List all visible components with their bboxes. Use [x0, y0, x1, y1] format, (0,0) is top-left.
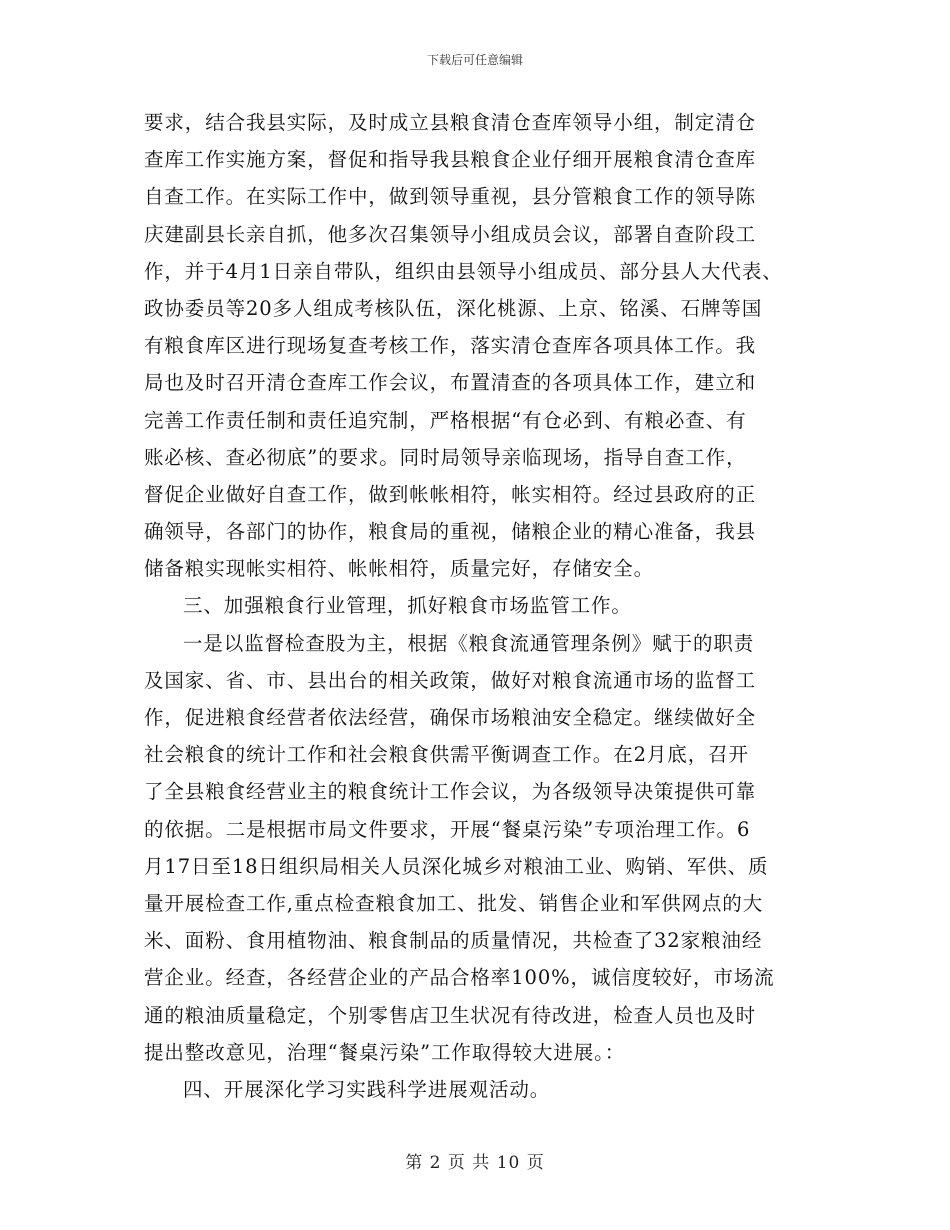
- page-header: 下载后可任意编辑: [426, 53, 523, 67]
- text-line: 米、面粉、食用植物油、粮食制品的质量情况，共检查了32家粮油经: [144, 929, 763, 953]
- text-line: 政协委员等20多人组成考核队伍，深化桃源、上京、铭溪、石牌等国: [144, 296, 763, 320]
- text-line: 月17日至18日组织局相关人员深化城乡对粮油工业、购销、军供、质: [144, 854, 769, 878]
- text-line: 的依据。二是根据市局文件要求，开展“餐桌污染”专项治理工作。6: [144, 817, 751, 841]
- text-line: 庆建副县长亲自抓，他多次召集领导小组成员会议，部署自查阶段工: [144, 222, 757, 246]
- section-heading: 三、加强粮食行业管理，抓好粮食市场监管工作。: [183, 594, 632, 618]
- text-line: 通的粮油质量稳定，个别零售店卫生状况有待改进，检查人员也及时: [144, 1003, 757, 1027]
- text-line: 作，促进粮食经营者依法经营，确保市场粮油安全稳定。继续做好全: [144, 706, 757, 729]
- text-line: 完善工作责任制和责任追究制，严格根据“有仓必到、有粮必查、有: [144, 408, 747, 432]
- text-line: 储备粮实现帐实相符、帐帐相符，质量完好，存储安全。: [144, 557, 655, 581]
- text-line: 作，并于4月1日亲自带队，组织由县领导小组成员、部分县人大代表、: [144, 259, 783, 283]
- text-line: 自查工作。在实际工作中，做到领导重视，县分管粮食工作的领导陈: [144, 185, 757, 209]
- document-body: [144, 104, 824, 1108]
- text-line: 了全县粮食经营业主的粮食统计工作会议，为各级领导决策提供可靠: [144, 780, 757, 804]
- text-line: 量开展检查工作,重点检查粮食加工、批发、销售企业和军供网点的大: [144, 891, 764, 915]
- text-line: 社会粮食的统计工作和社会粮食供需平衡调查工作。在2月底，召开: [144, 743, 749, 767]
- text-line: 账必核、查必彻底”的要求。同时局领导亲临现场，指导自查工作，: [144, 445, 747, 469]
- text-line: 局也及时召开清仓查库工作会议，布置清查的各项具体工作，建立和: [144, 371, 757, 395]
- text-line: 有粮食库区进行现场复查考核工作，落实清仓查库各项具体工作。我: [144, 334, 757, 358]
- text-line: 确领导，各部门的协作，粮食局的重视，储粮企业的精心准备，我县: [144, 520, 757, 544]
- text-line: 营企业。经查，各经营企业的产品合格率100%，诚信度较好，市场流: [144, 966, 775, 990]
- text-line: 督促企业做好自查工作，做到帐帐相符，帐实相符。经过县政府的正: [144, 482, 757, 506]
- section-heading: 四、开展深化学习实践科学进展观活动。: [183, 1077, 551, 1101]
- text-line: 查库工作实施方案，督促和指导我县粮食企业仔细开展粮食清仓查库: [144, 148, 757, 172]
- page-number-footer: 第 2 页 共 10 页: [405, 1153, 545, 1173]
- text-line: 要求，结合我县实际，及时成立县粮食清仓查库领导小组，制定清仓: [144, 111, 757, 134]
- text-line: 及国家、省、市、县出台的相关政策，做好对粮食流通市场的监督工: [144, 668, 757, 692]
- text-line: 提出整改意见，治理“餐桌污染”工作取得较大进展。：: [144, 1040, 626, 1064]
- paragraph-first-line: 一是以监督检查股为主，根据《粮食流通管理条例》赋于的职责: [183, 631, 755, 655]
